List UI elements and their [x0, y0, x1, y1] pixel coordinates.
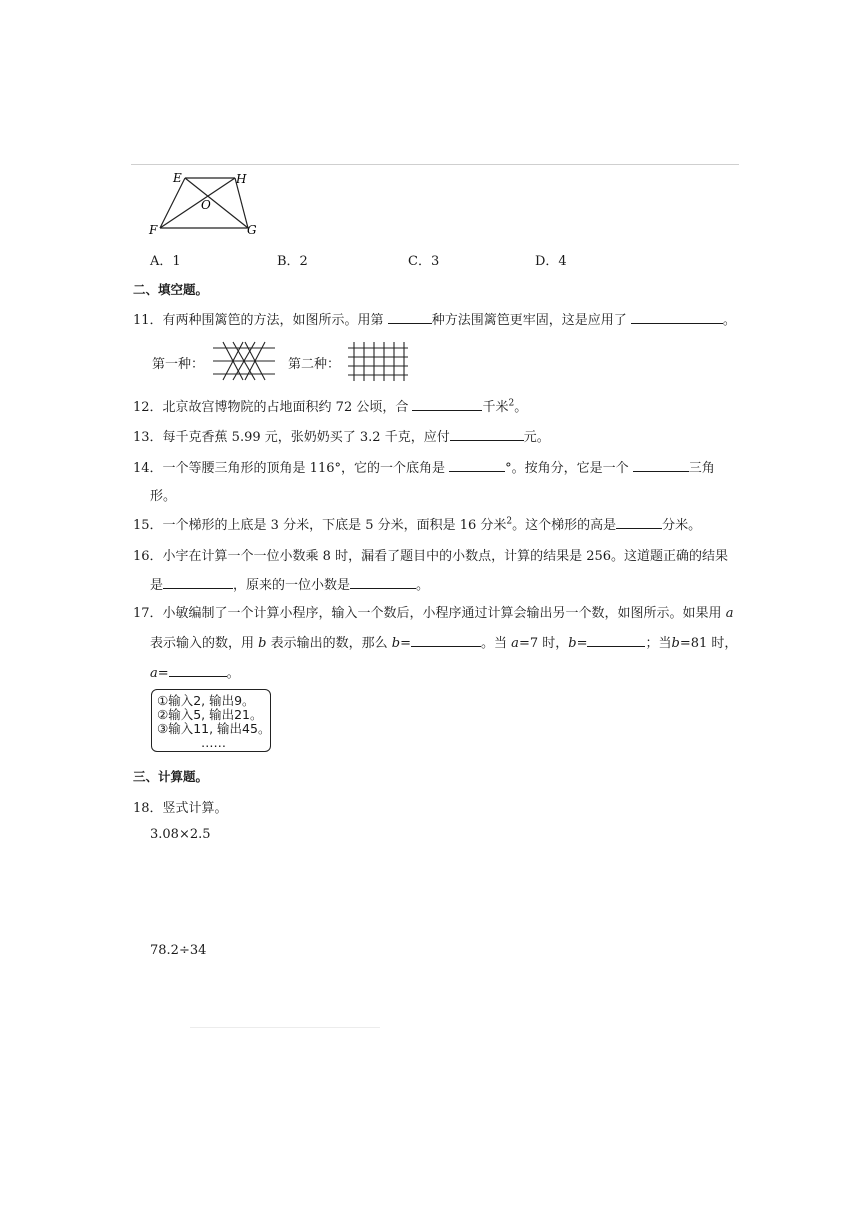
q15-text-b: 。这个梯形的高是 — [512, 518, 617, 533]
q17-text-l2e: =7 时， — [518, 636, 569, 651]
option-c: C．3 — [408, 254, 440, 269]
q15-sup: 2 — [506, 516, 513, 527]
program-line-4: …… — [201, 735, 226, 750]
q16-text-a: 是 — [150, 578, 164, 593]
q17-blank-2[interactable] — [587, 634, 645, 647]
q13-blank[interactable] — [450, 428, 524, 441]
question-14 — [133, 457, 715, 476]
q17-var-b3: b — [568, 636, 577, 651]
q11-text-a: 11．有两种围篱笆的方法，如图所示。用第 — [133, 313, 388, 328]
q17-var-a1: a — [725, 606, 734, 621]
q17-line3 — [150, 662, 240, 681]
trapezoid-figure — [140, 168, 270, 240]
fence-first-label: 第一种： — [152, 357, 205, 372]
q12-text-b: 千米 — [482, 400, 509, 415]
program-line-3: ③输入11, 输出45。 — [157, 721, 271, 736]
question-15 — [133, 514, 701, 533]
q18-expr-2: 78.2÷34 — [150, 943, 207, 958]
q12-text-end: 。 — [514, 400, 528, 415]
q12-text-a: 12．北京故宫博物院的占地面积约 72 公顷，合 — [133, 400, 413, 415]
section3-title: 三、计算题。 — [133, 769, 209, 784]
q11-text-end: 。 — [722, 313, 736, 328]
q11-blank-1[interactable] — [388, 311, 432, 324]
footer-rule — [190, 1027, 380, 1028]
q14-blank-1[interactable] — [449, 459, 505, 472]
q17-var-a2: a — [511, 636, 519, 651]
vertex-h: H — [236, 172, 247, 186]
q15-blank[interactable] — [616, 516, 662, 529]
q16-text-b: ，原来的一位小数是 — [233, 578, 351, 593]
program-box — [151, 689, 271, 752]
q17-text-line1: 17．小敏编制了一个计算小程序，输入一个数后，小程序通过计算会输出另一个数，如图所示。如果用 — [133, 606, 722, 621]
program-line-2: ②输入5, 输出21。 — [157, 707, 263, 722]
fence-second-figure — [346, 340, 410, 382]
q14-line2: 形。 — [150, 489, 177, 504]
q17-var-b1: b — [258, 636, 267, 651]
fence-first-figure — [211, 340, 277, 382]
q11-blank-2[interactable] — [631, 311, 723, 324]
option-d: D．4 — [535, 254, 567, 269]
q16-text-c: 。 — [416, 578, 430, 593]
q17-text-l2f: = — [576, 636, 588, 651]
q17-text-l2d: 。当 — [481, 636, 508, 651]
header-rule — [131, 164, 739, 165]
q18-expr-1: 3.08×2.5 — [150, 827, 211, 842]
vertex-e: E — [173, 171, 182, 185]
q17-text-l2g: ；当 — [645, 636, 672, 651]
vertex-o: O — [201, 198, 211, 212]
q17-text-l2h: =81 时， — [679, 636, 738, 651]
q14-text-c: 三角 — [688, 461, 715, 476]
q16-blank-2[interactable] — [350, 576, 416, 589]
q16-line2 — [150, 574, 429, 593]
vertex-f: F — [149, 223, 158, 237]
q17-text-l2b: 表示输出的数，那么 — [270, 636, 388, 651]
program-line-1: ①输入2, 输出9。 — [157, 693, 255, 708]
q17-var-b4: b — [671, 636, 680, 651]
q17-line2 — [150, 632, 737, 651]
fence-second-label: 第二种： — [288, 357, 341, 372]
q15-text-a: 15．一个梯形的上底是 3 分米，下底是 5 分米，面积是 16 分米 — [133, 518, 507, 533]
question-18: 18．竖式计算。 — [133, 801, 228, 816]
question-12 — [133, 396, 527, 415]
section2-title: 二、填空题。 — [133, 282, 209, 297]
question-13 — [133, 426, 550, 445]
question-16: 16．小宇在计算一个一位小数乘 8 时，漏看了题目中的小数点，计算的结果是 256。这道题正确的结果 — [133, 549, 729, 564]
q17-text-l2c: = — [400, 636, 412, 651]
q16-blank-1[interactable] — [163, 576, 233, 589]
q17-var-a3: a — [150, 666, 158, 681]
q17-blank-3[interactable] — [169, 664, 227, 677]
option-a: A．1 — [150, 254, 181, 269]
q14-text-a: 14．一个等腰三角形的顶角是 116°，它的一个底角是 — [133, 461, 450, 476]
q17-var-b2: b — [391, 636, 401, 651]
q15-text-c: 分米。 — [662, 518, 702, 533]
q17-text-l2a: 表示输入的数，用 — [150, 636, 255, 651]
question-17 — [133, 602, 733, 621]
q13-text-a: 13．每千克香蕉 5.99 元，张奶奶买了 3.2 千克，应付 — [133, 430, 450, 445]
q13-text-b: 元。 — [523, 430, 550, 445]
q14-blank-2[interactable] — [633, 459, 689, 472]
q14-text-b: °。按角分，它是一个 — [505, 461, 633, 476]
vertex-g: G — [247, 223, 257, 237]
q11-text-b: 种方法围篱笆更牢固，这是应用了 — [431, 313, 631, 328]
question-11 — [133, 309, 736, 328]
q12-sup: 2 — [508, 398, 515, 409]
option-b: B．2 — [277, 254, 308, 269]
q17-text-l3: = — [157, 666, 169, 681]
q17-text-l3end: 。 — [226, 666, 240, 681]
q12-blank[interactable] — [412, 398, 482, 411]
q17-blank-1[interactable] — [411, 634, 481, 647]
